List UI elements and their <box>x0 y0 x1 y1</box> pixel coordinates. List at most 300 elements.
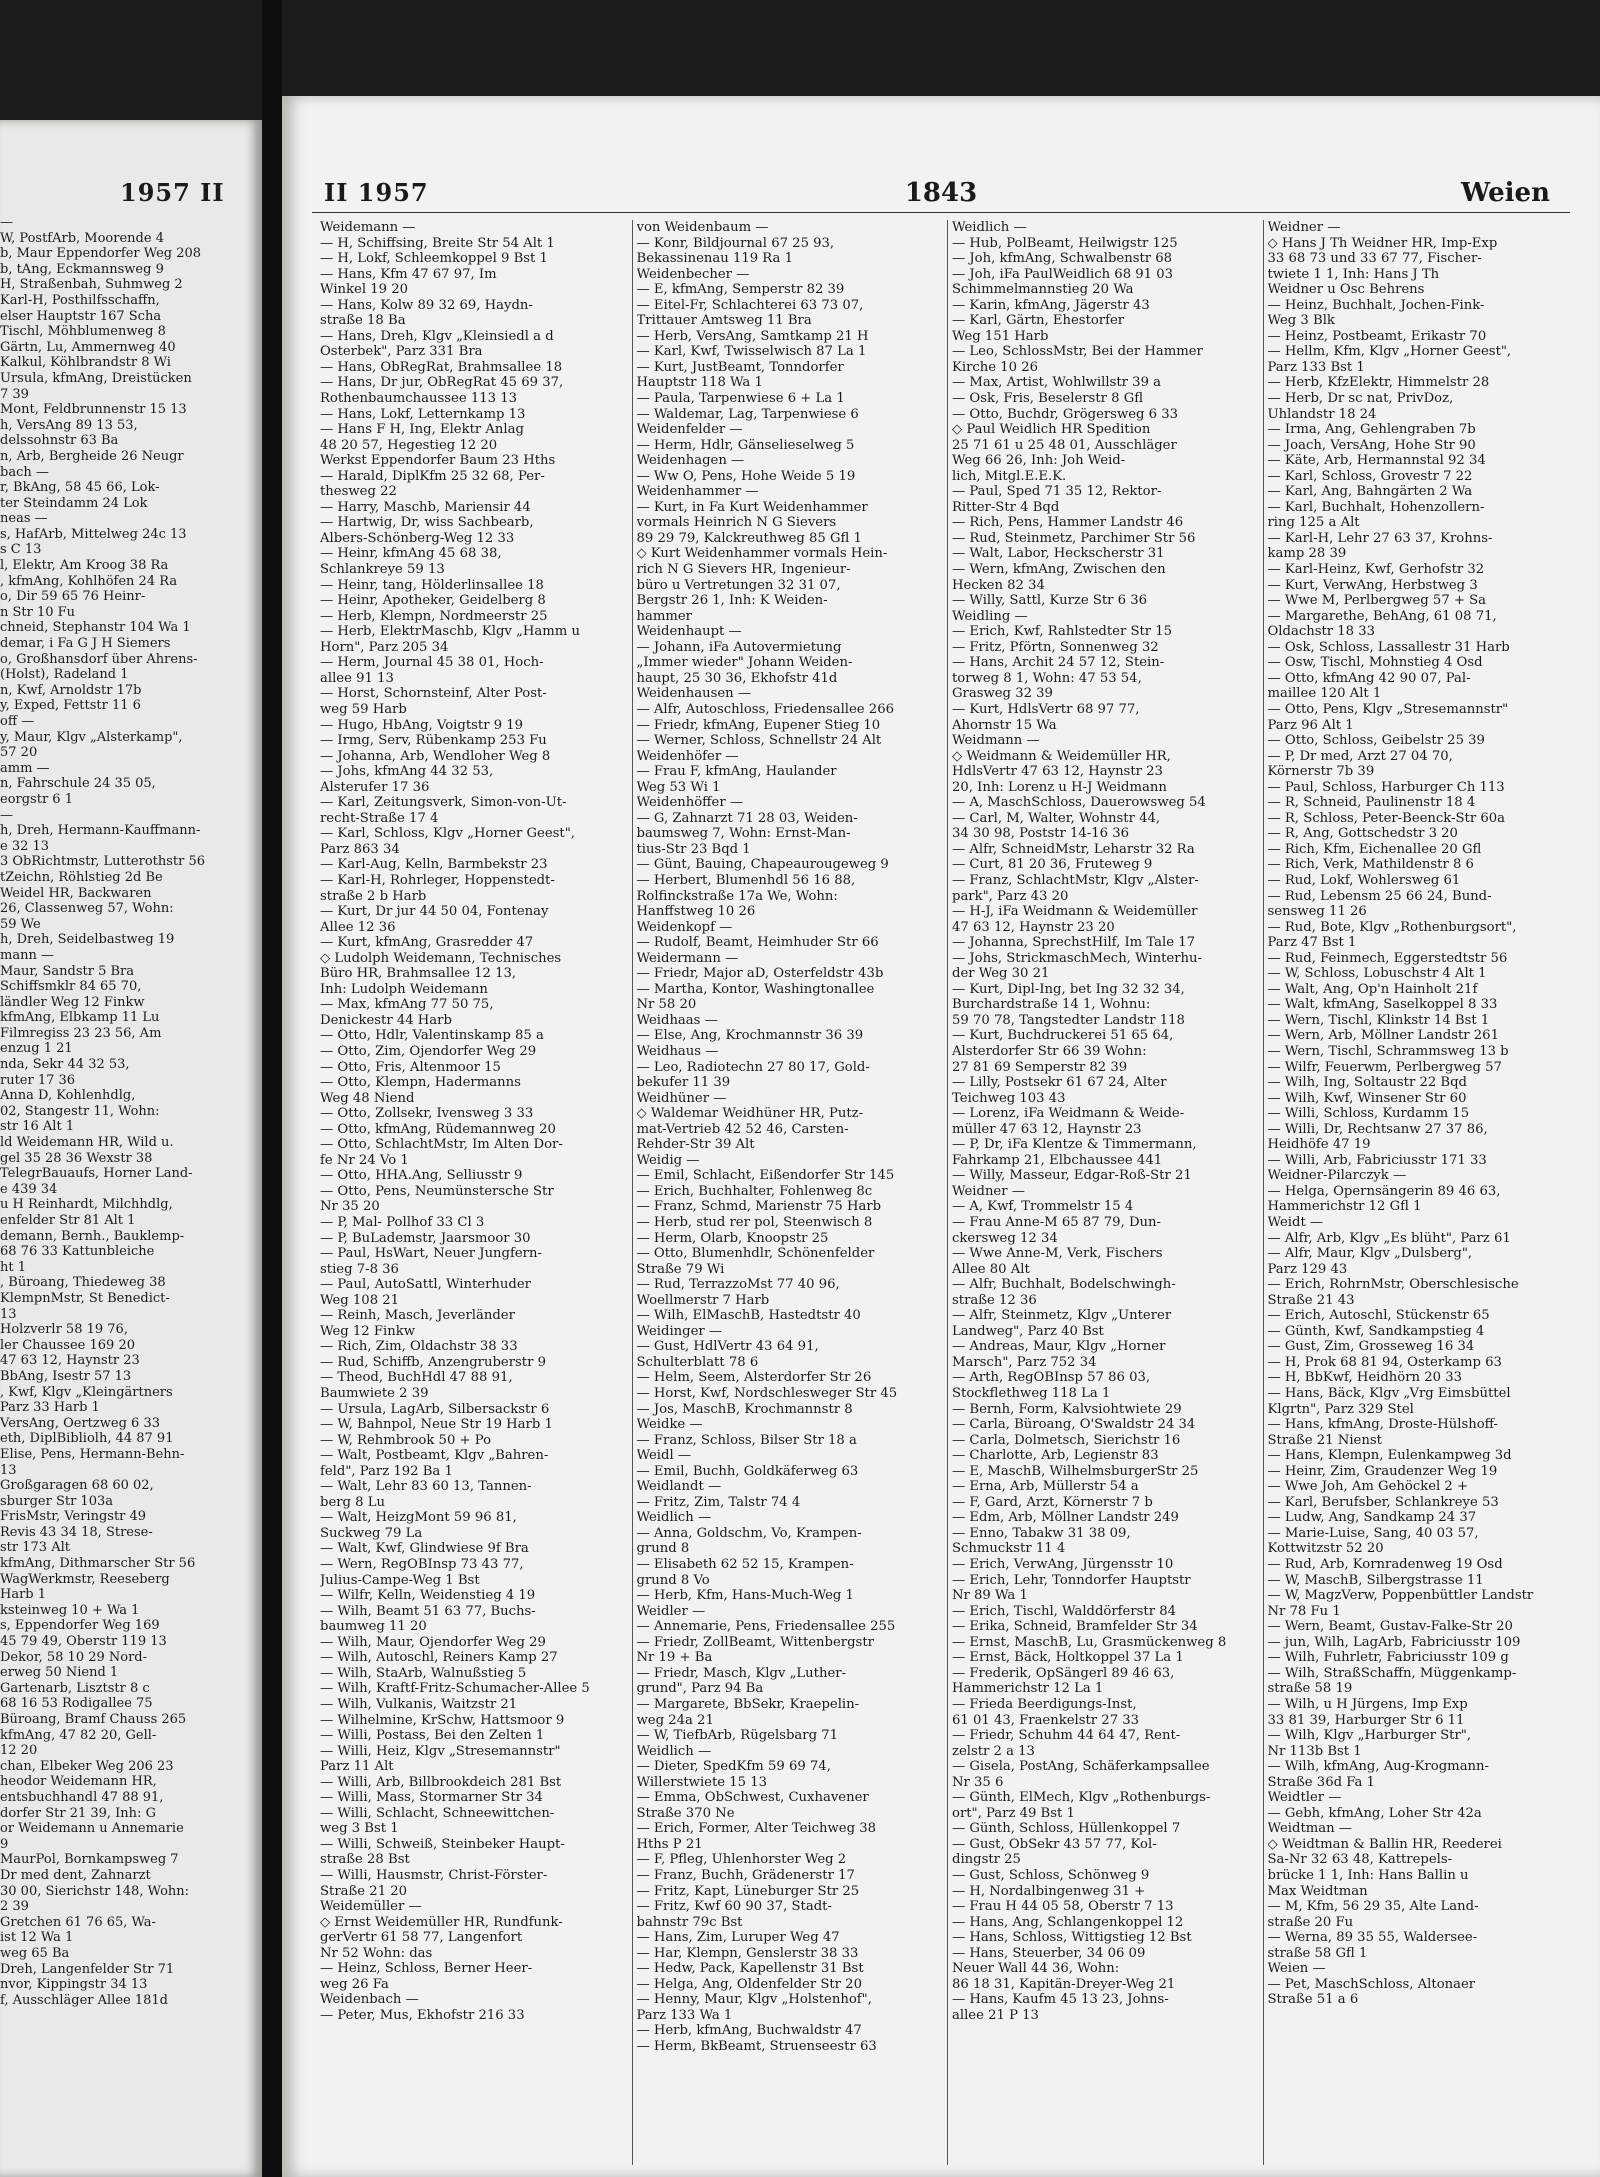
directory-entry: Oldachstr 18 33 <box>1267 624 1376 640</box>
directory-entry: — Carla, Büroang, O'Swaldstr 24 34 <box>952 1417 1196 1433</box>
directory-entry: — Walt, Ang, Op'n Hainholt 21f <box>1267 981 1478 997</box>
directory-entry: — jun, Wilh, LagArb, Fabriciusstr 109 <box>1267 1634 1521 1650</box>
directory-entry: — Willi, Schweiß, Steinbeker Haupt- <box>320 1836 565 1852</box>
left-page-entry: amm — <box>0 760 50 776</box>
directory-entry: — Gebh, kfmAng, Loher Str 42a <box>1267 1805 1482 1821</box>
directory-entry: weg 59 Harb <box>320 701 407 717</box>
directory-entry: — Wilfr, Kelln, Weidenstieg 4 19 <box>320 1588 536 1604</box>
directory-entry: — W, TiefbArb, Rügelsbarg 71 <box>636 1728 838 1744</box>
left-page-entry: chneid, Stephanstr 104 Wa 1 <box>0 620 191 636</box>
directory-entry: — Willi, Arb, Billbrookdeich 281 Bst <box>320 1774 562 1790</box>
left-page-entry: Maur, Sandstr 5 Bra <box>0 963 134 979</box>
left-page-entry: Karl-H, Posthilfsschaffn, <box>0 292 160 308</box>
directory-entry: — Paul, Sped 71 35 12, Rektor- <box>952 484 1162 500</box>
surname-heading: Weidenbecher — <box>636 266 750 282</box>
directory-entry: — Frau H 44 05 58, Oberstr 7 13 <box>952 1899 1174 1915</box>
surname-heading: Weidtler — <box>1267 1790 1342 1806</box>
directory-entry: ort", Parz 49 Bst 1 <box>952 1805 1075 1821</box>
directory-entry: dingstr 25 <box>952 1852 1021 1868</box>
directory-entry: rich N G Sievers HR, Ingenieur- <box>636 562 851 578</box>
left-page-entry: e 32 13 <box>0 838 50 854</box>
directory-entry: — Kurt, HdlsVertr 68 97 77, <box>952 701 1140 717</box>
directory-entry: — Margarethe, BehAng, 61 08 71, <box>1267 608 1497 624</box>
left-page-entry: 2 39 <box>0 1899 29 1915</box>
directory-entry: — Rudolf, Beamt, Heimhuder Str 66 <box>636 935 879 951</box>
directory-entry: — Rich, Zim, Oldachstr 38 33 <box>320 1339 518 1355</box>
left-page-entry: y, Exped, Fettstr 11 6 <box>0 698 141 714</box>
directory-entry: — Erich, Autoschl, Stückenstr 65 <box>1267 1308 1490 1324</box>
directory-entry: — Wwe M, Perlbergweg 57 + Sa <box>1267 593 1487 609</box>
directory-entry: Rehder-Str 39 Alt <box>636 1137 755 1153</box>
directory-entry: — Ww O, Pens, Hohe Weide 5 19 <box>636 468 856 484</box>
directory-entry: — W, Rehmbrook 50 + Po <box>320 1432 492 1448</box>
surname-heading: Weidlich — <box>952 220 1027 235</box>
directory-entry: — Elisabeth 62 52 15, Krampen- <box>636 1557 854 1573</box>
left-page-entry: H, Straßenbah, Suhmweg 2 <box>0 277 183 293</box>
directory-entry: ◇ Paul Weidlich HR Spedition <box>952 422 1151 438</box>
directory-entry: — Wern, Tischl, Schrammsweg 13 b <box>1267 1043 1509 1059</box>
directory-entry: Nr 35 6 <box>952 1774 1004 1790</box>
surname-heading: Weidenhammer — <box>636 484 759 500</box>
directory-entry: Nr 89 Wa 1 <box>952 1588 1028 1604</box>
left-page-entry: nvor, Kippingstr 34 13 <box>0 1977 148 1993</box>
directory-entry: Parz 47 Bst 1 <box>1267 935 1357 951</box>
directory-entry: Inh: Ludolph Weidemann <box>320 981 488 997</box>
directory-entry: — Hedw, Pack, Kapellenstr 31 Bst <box>636 1961 864 1977</box>
directory-entry: Stockflethweg 118 La 1 <box>952 1386 1111 1402</box>
left-page-entry: Elise, Pens, Hermann-Behn- <box>0 1446 185 1462</box>
directory-entry: — Wilh, Kraftf-Fritz-Schumacher-Allee 5 <box>320 1681 590 1697</box>
directory-entry: Schulterblatt 78 6 <box>636 1354 759 1370</box>
directory-entry: — W, MaschB, Silbergstrasse 11 <box>1267 1572 1484 1588</box>
directory-entry: Suckweg 79 La <box>320 1525 423 1541</box>
directory-entry: — Gust, HdlVertr 43 64 91, <box>636 1339 819 1355</box>
left-page-entry: ländler Weg 12 Finkw <box>0 994 145 1010</box>
directory-entry: Weg 3 Blk <box>1267 313 1335 329</box>
directory-entry: Weg 53 Wi 1 <box>636 779 721 795</box>
directory-entry: — Leo, SchlossMstr, Bei der Hammer <box>952 344 1203 360</box>
directory-entry: — Frieda Beerdigungs-Inst, <box>952 1696 1137 1712</box>
directory-entry: ckersweg 12 34 <box>952 1230 1058 1246</box>
directory-entry: — Herb, Dr sc nat, PrivDoz, <box>1267 391 1454 407</box>
directory-entry: Körnerstr 7b 39 <box>1267 764 1375 780</box>
left-page-entry: kfmAng, 47 82 20, Gell- <box>0 1727 157 1743</box>
directory-entry: — Hans, Dr jur, ObRegRat 45 69 37, <box>320 375 564 391</box>
directory-entry: Straße 370 Ne <box>636 1805 735 1821</box>
directory-entry: — H, Lokf, Schleemkoppel 9 Bst 1 <box>320 251 548 267</box>
directory-entry: — Heinr, kfmAng 45 68 38, <box>320 546 502 562</box>
directory-entry: — Herm, BkBeamt, Struenseestr 63 <box>636 2038 877 2054</box>
directory-entry: — Alfr, Maur, Klgv „Dulsberg", <box>1267 1246 1473 1262</box>
surname-heading: Weidlandt — <box>636 1479 722 1495</box>
left-page-entry: 9 <box>0 1836 9 1852</box>
directory-entry: — P, Dr, iFa Klentze & Timmermann, <box>952 1137 1197 1153</box>
directory-entry: — Heinz, Schloss, Berner Heer- <box>320 1961 533 1977</box>
left-page-entry: n, Kwf, Arnoldstr 17b <box>0 682 142 698</box>
directory-entry: — Hans, Lokf, Letternkamp 13 <box>320 406 526 422</box>
directory-entry: allee 21 P 13 <box>952 2007 1039 2023</box>
left-page-entry: ksteinweg 10 + Wa 1 <box>0 1602 140 1618</box>
directory-entry: Fahrkamp 21, Elbchaussee 441 <box>952 1152 1163 1168</box>
directory-entry: weg 3 Bst 1 <box>320 1821 399 1837</box>
surname-heading: von Weidenbaum — <box>636 220 769 235</box>
directory-entry: — Erich, Former, Alter Teichweg 38 <box>636 1821 877 1837</box>
directory-entry: straße 58 19 <box>1267 1681 1353 1697</box>
left-page-entry: Gärtn, Lu, Ammernweg 40 <box>0 339 176 355</box>
directory-entry: — W, Schloss, Lobuschstr 4 Alt 1 <box>1267 966 1487 982</box>
surname-heading: Weidenhagen — <box>636 453 745 469</box>
left-page-entry: 68 16 53 Rodigallee 75 <box>0 1696 153 1712</box>
directory-page <box>282 96 1600 2177</box>
left-page-entry: b, Maur Eppendorfer Weg 208 <box>0 246 202 262</box>
surname-heading: Weidner-Pilarczyk — <box>1267 1168 1407 1184</box>
directory-entry: — Carl, M, Walter, Wohnstr 44, <box>952 810 1161 826</box>
directory-entry: — F, Gard, Arzt, Körnerstr 7 b <box>952 1494 1153 1510</box>
directory-entry: — R, Ang, Gottschedstr 3 20 <box>1267 826 1458 842</box>
left-page-entry: s, Eppendorfer Weg 169 <box>0 1618 160 1634</box>
left-page-entry: tZeichn, Röhlstieg 2d Be <box>0 869 163 885</box>
directory-entry: grund", Parz 94 Ba <box>636 1681 764 1697</box>
directory-entry: Hanffstweg 10 26 <box>636 904 756 920</box>
directory-entry: — Herb, kfmAng, Buchwaldstr 47 <box>636 2023 862 2039</box>
left-page-entry: eth, DiplBibliolh, 44 87 91 <box>0 1431 174 1447</box>
directory-entry: — Charlotte, Arb, Legienstr 83 <box>952 1448 1159 1464</box>
directory-entry: thesweg 22 <box>320 484 397 500</box>
directory-entry: — Fritz, Kapt, Lüneburger Str 25 <box>636 1883 860 1899</box>
directory-entry: — Harald, DiplKfm 25 32 68, Per- <box>320 468 545 484</box>
directory-entry: ◇ Hans J Th Weidner HR, Imp-Exp <box>1267 235 1498 251</box>
left-page-header: 1957 II <box>120 178 225 207</box>
directory-entry: sensweg 11 26 <box>1267 904 1367 920</box>
left-page-entry: MaurPol, Bornkampsweg 7 <box>0 1852 179 1868</box>
directory-entry: allee 91 13 <box>320 670 394 686</box>
directory-entry: — Frederik, OpSängerl 89 46 63, <box>952 1665 1175 1681</box>
directory-entry: — Herm, Hdlr, Gänselieselweg 5 <box>636 437 855 453</box>
directory-entry: Ritter-Str 4 Bqd <box>952 499 1060 515</box>
surname-heading: Weidemann — <box>320 220 416 235</box>
directory-entry: — Anna, Goldschm, Vo, Krampen- <box>636 1525 862 1541</box>
directory-entry: — Günth, Kwf, Sandkampstieg 4 <box>1267 1323 1485 1339</box>
directory-entry: — Hugo, HbAng, Voigtstr 9 19 <box>320 717 524 733</box>
directory-columns <box>316 220 1578 2165</box>
directory-entry: — Alfr, Arb, Klgv „Es blüht", Parz 61 <box>1267 1230 1511 1246</box>
directory-entry: — E, kfmAng, Semperstr 82 39 <box>636 282 845 298</box>
surname-heading: Weidenhöffer — <box>636 795 744 811</box>
directory-entry: Heidhöfe 47 19 <box>1267 1137 1371 1153</box>
directory-entry: — Theod, BuchHdl 47 88 91, <box>320 1370 513 1386</box>
directory-entry: Klgrtn", Parz 329 Stel <box>1267 1401 1414 1417</box>
directory-entry: — Alfr, Steinmetz, Klgv „Unterer <box>952 1308 1172 1324</box>
directory-entry: Schimmelmannstieg 20 Wa <box>952 282 1134 298</box>
left-page-entry: demann, Bernh., Bauklemp- <box>0 1228 185 1244</box>
directory-entry: — Wilh, Ing, Soltaustr 22 Bqd <box>1267 1075 1467 1091</box>
directory-entry: — Karl-Heinz, Kwf, Gerhofstr 32 <box>1267 562 1485 578</box>
surname-heading: Weidenhausen — <box>636 686 752 702</box>
left-page-entry: Parz 33 Harb 1 <box>0 1400 100 1416</box>
directory-entry: — Hans, Kfm 47 67 97, Im <box>320 266 497 282</box>
left-page-entry: off — <box>0 714 35 729</box>
directory-entry: — Franz, Buchh, Grädenerstr 17 <box>636 1867 855 1883</box>
directory-entry: — Willi, Heiz, Klgv „Stresemannstr" <box>320 1743 561 1759</box>
directory-entry: — Otto, Pens, Neumünstersche Str <box>320 1183 554 1199</box>
left-page-entry: 13 <box>0 1462 17 1478</box>
left-page-entry: l, Elektr, Am Kroog 38 Ra <box>0 558 169 574</box>
directory-entry: — Otto, SchlachtMstr, Im Alten Dor- <box>320 1137 563 1153</box>
left-page-entry: BbAng, Isestr 57 13 <box>0 1368 132 1384</box>
directory-entry: baumweg 11 20 <box>320 1619 427 1635</box>
directory-entry: — Heinr, Zim, Graudenzer Weg 19 <box>1267 1463 1498 1479</box>
directory-entry: ring 125 a Alt <box>1267 515 1360 531</box>
directory-entry: baumsweg 7, Wohn: Ernst-Man- <box>636 826 851 842</box>
directory-entry: 33 81 39, Harburger Str 6 11 <box>1267 1712 1465 1728</box>
directory-entry: — Hans, Zim, Luruper Weg 47 <box>636 1930 840 1946</box>
directory-entry: — Carla, Dolmetsch, Sierichstr 16 <box>952 1432 1181 1448</box>
left-page-entry: r, BkAng, 58 45 66, Lok- <box>0 480 160 496</box>
directory-entry: — Joach, VersAng, Hohe Str 90 <box>1267 437 1476 453</box>
left-page-entry: o, Dir 59 65 76 Heinr- <box>0 589 146 605</box>
surname-heading: Weidler — <box>636 1603 706 1619</box>
directory-entry: haupt, 25 30 36, Ekhofstr 41d <box>636 670 838 686</box>
directory-entry: 20, Inh: Lorenz u H-J Weidmann <box>952 779 1167 795</box>
directory-entry: straße 58 Gfl 1 <box>1267 1945 1368 1961</box>
left-page-entry: FrisMstr, Veringstr 49 <box>0 1509 147 1525</box>
directory-entry: — Emil, Buchh, Goldkäferweg 63 <box>636 1463 859 1479</box>
directory-entry: — Willy, Sattl, Kurze Str 6 36 <box>952 593 1148 609</box>
surname-heading: Weidenhöfer — <box>636 748 739 764</box>
directory-entry: — Walt, kfmAng, Saselkoppel 8 33 <box>1267 997 1498 1013</box>
directory-entry: — Pet, MaschSchloss, Altonaer <box>1267 1976 1476 1992</box>
directory-entry: Burchardstraße 14 1, Wohnu: <box>952 997 1151 1013</box>
directory-entry: — Hans, Steuerber, 34 06 09 <box>952 1945 1146 1961</box>
directory-entry: — Herb, Klempn, Nordmeerstr 25 <box>320 608 548 624</box>
left-page-entry: str 16 Alt 1 <box>0 1119 75 1135</box>
directory-entry: — Johanna, SprechstHilf, Im Tale 17 <box>952 935 1195 951</box>
directory-entry: — Helm, Seem, Alsterdorfer Str 26 <box>636 1370 872 1386</box>
directory-entry: — Karl-H, Rohrleger, Hoppenstedt- <box>320 872 555 888</box>
left-page-entry: kfmAng, Elbkamp 11 Lu <box>0 1010 160 1026</box>
directory-entry: Nr 19 + Ba <box>636 1650 713 1666</box>
directory-entry: — Eitel-Fr, Schlachterei 63 73 07, <box>636 297 864 313</box>
directory-entry: — Günt, Bauing, Chapeaurougeweg 9 <box>636 857 889 873</box>
directory-entry: — Heinz, Buchhalt, Jochen-Fink- <box>1267 297 1485 313</box>
left-page-entry: o, Großhansdorf über Ahrens- <box>0 651 198 667</box>
surname-heading: Weidl — <box>636 1448 692 1464</box>
directory-entry: Grasweg 32 39 <box>952 686 1053 702</box>
directory-entry: — Rud, Lokf, Wohlersweg 61 <box>1267 872 1461 888</box>
directory-entry: Hths P 21 <box>636 1836 703 1852</box>
directory-entry: weg 26 Fa <box>320 1976 389 1992</box>
directory-entry: Hauptstr 118 Wa 1 <box>636 375 763 391</box>
directory-entry: — Gust, ObSekr 43 57 77, Kol- <box>952 1836 1157 1852</box>
directory-entry: ◇ Weidtman & Ballin HR, Reederei <box>1267 1836 1502 1852</box>
left-page-entry: ist 12 Wa 1 <box>0 1930 74 1946</box>
directory-entry: Kottwitzstr 52 20 <box>1267 1541 1384 1557</box>
directory-entry: HdlsVertr 47 63 12, Haynstr 23 <box>952 764 1163 780</box>
directory-entry: — Karl, Schloss, Klgv „Horner Geest", <box>320 826 575 842</box>
left-page <box>0 120 262 2177</box>
directory-entry: gerVertr 61 58 77, Langenfort <box>320 1930 523 1946</box>
left-page-entry: 57 20 <box>0 745 38 761</box>
directory-entry: straße 18 Ba <box>320 313 406 329</box>
directory-entry: — F, Pfleg, Uhlenhorster Weg 2 <box>636 1852 847 1868</box>
surname-heading: Weien — <box>1267 1961 1326 1977</box>
directory-entry: — Harry, Maschb, Mariensir 44 <box>320 499 531 515</box>
surname-heading: Weidling — <box>952 608 1028 624</box>
directory-entry: Parz 133 Wa 1 <box>636 2007 733 2023</box>
left-page-entry: demar, i Fa G J H Siemers <box>0 636 171 652</box>
directory-entry: grund 8 Vo <box>636 1572 710 1588</box>
directory-entry: 33 68 73 und 33 67 77, Fischer- <box>1267 251 1482 267</box>
directory-entry: — Emil, Schlacht, Eißendorfer Str 145 <box>636 1168 895 1184</box>
directory-entry: vormals Heinrich N G Sievers <box>636 515 837 531</box>
directory-entry: — Wilh, StaArb, Walnußstieg 5 <box>320 1665 527 1681</box>
left-page-entry: TelegrBauaufs, Horner Land- <box>0 1166 193 1182</box>
directory-entry: zelstr 2 a 13 <box>952 1743 1035 1759</box>
left-page-entry: Tischl, Möhblumenweg 8 <box>0 324 166 340</box>
left-page-entry: delssohnstr 63 Ba <box>0 433 119 449</box>
directory-entry: — Willi, Hausmstr, Christ-Förster- <box>320 1867 548 1883</box>
left-page-entry: neas — <box>0 511 48 527</box>
directory-entry: Denickestr 44 Harb <box>320 1012 452 1028</box>
directory-entry: — Max, kfmAng 77 50 75, <box>320 997 494 1013</box>
left-page-entry: or Weidemann u Annemarie <box>0 1821 184 1837</box>
directory-entry: ◇ Kurt Weidenhammer vormals Hein- <box>636 546 888 562</box>
directory-entry: — Friedr, Masch, Klgv „Luther- <box>636 1665 847 1681</box>
directory-entry: — Karl, Ang, Bahngärten 2 Wa <box>1267 484 1473 500</box>
directory-entry: — E, MaschB, WilhelmsburgerStr 25 <box>952 1463 1199 1479</box>
left-page-entry: heodor Weidemann HR, <box>0 1774 157 1790</box>
surname-heading: Weidner — <box>952 1183 1025 1199</box>
directory-entry: straße 2 b Harb <box>320 888 427 904</box>
left-page-entry: h, Dreh, Seidelbastweg 19 <box>0 932 175 948</box>
left-page-entry: Dreh, Langenfelder Str 71 <box>0 1961 175 1977</box>
directory-entry: Alsterufer 17 36 <box>320 779 430 795</box>
directory-entry: — Arth, RegOBInsp 57 86 03, <box>952 1370 1151 1386</box>
directory-entry: Ahornstr 15 Wa <box>952 717 1057 733</box>
directory-entry: grund 8 <box>636 1541 690 1557</box>
directory-entry: — Günth, ElMech, Klgv „Rothenburgs- <box>952 1790 1211 1806</box>
surname-heading: Weidhaus — <box>636 1043 719 1059</box>
left-page-entry: 68 76 33 Kattunbleiche <box>0 1244 155 1260</box>
directory-entry: — Alfr, SchneidMstr, Leharstr 32 Ra <box>952 841 1195 857</box>
left-page-entry: Kalkul, Köhlbrandstr 8 Wi <box>0 355 171 371</box>
directory-entry: — Ludw, Ang, Sandkamp 24 37 <box>1267 1510 1477 1526</box>
left-page-entry: 26, Classenweg 57, Wohn: <box>0 901 174 917</box>
left-page-entry: KlempnMstr, St Benedict- <box>0 1290 170 1306</box>
directory-entry: — Martha, Kontor, Washingtonallee <box>636 981 875 997</box>
directory-entry: Straße 36d Fa 1 <box>1267 1774 1375 1790</box>
directory-entry: Rothenbaumchaussee 113 13 <box>320 391 517 407</box>
directory-entry: — P, Dr med, Arzt 27 04 70, <box>1267 748 1453 764</box>
directory-entry: — Rich, Kfm, Eichenallee 20 Gfl <box>1267 841 1482 857</box>
left-page-entry: eorgstr 6 1 <box>0 791 73 807</box>
directory-entry: — Wilh, Fuhrletr, Fabriciusstr 109 g <box>1267 1650 1509 1666</box>
directory-entry: — Ernst, MaschB, Lu, Grasmückenweg 8 <box>952 1634 1227 1650</box>
directory-entry: büro u Vertretungen 32 31 07, <box>636 577 841 593</box>
left-page-entry: n, Fahrschule 24 35 05, <box>0 776 156 792</box>
page-header-keyword: Weien <box>1461 178 1550 208</box>
directory-entry: — Walt, Lehr 83 60 13, Tannen- <box>320 1479 532 1495</box>
left-page-entry: 45 79 49, Oberstr 119 13 <box>0 1634 167 1650</box>
directory-entry: ◇ Waldemar Weidhüner HR, Putz- <box>636 1106 864 1122</box>
directory-entry: weg 24a 21 <box>636 1712 714 1728</box>
directory-entry: Rolfinckstraße 17a We, Wohn: <box>636 888 838 904</box>
surname-heading: Weidenkopf — <box>636 919 733 935</box>
left-page-entry: enzug 1 21 <box>0 1041 73 1057</box>
page-header <box>312 178 1570 213</box>
directory-entry: — Margarete, BbSekr, Kraepelin- <box>636 1696 860 1712</box>
left-page-entry: Weidel HR, Backwaren <box>0 885 152 901</box>
directory-column-2 <box>632 220 948 2165</box>
directory-entry: 59 70 78, Tangstedter Landstr 118 <box>952 1012 1185 1028</box>
directory-entry: twiete 1 1, Inh: Hans J Th <box>1267 266 1440 282</box>
surname-heading: Weidlich — <box>636 1510 712 1526</box>
directory-entry: — Rich, Verk, Mathildenstr 8 6 <box>1267 857 1474 873</box>
directory-entry: — Franz, Schmd, Marienstr 75 Harb <box>636 1199 882 1215</box>
left-page-entry: elser Hauptstr 167 Scha <box>0 308 162 324</box>
directory-entry: — Rud, Arb, Kornradenweg 19 Osd <box>1267 1557 1503 1573</box>
directory-entry: — Willi, Schlacht, Schneewittchen- <box>320 1805 555 1821</box>
directory-entry: — Rud, Lebensm 25 66 24, Bund- <box>1267 888 1492 904</box>
directory-entry: — Gust, Zim, Grosseweg 16 34 <box>1267 1339 1475 1355</box>
directory-entry: Schmuckstr 11 4 <box>952 1541 1066 1557</box>
surname-heading: Weidenfelder — <box>636 422 743 438</box>
directory-entry: Parz 96 Alt 1 <box>1267 717 1354 733</box>
left-page-entry: WagWerkmstr, Reeseberg <box>0 1571 170 1587</box>
directory-entry: — Andreas, Maur, Klgv „Horner <box>952 1339 1166 1355</box>
directory-entry: mat-Vertrieb 42 52 46, Carsten- <box>636 1121 849 1137</box>
directory-entry: stieg 7-8 36 <box>320 1261 399 1277</box>
book-gutter <box>262 0 282 2177</box>
left-page-entry: Filmregiss 23 23 56, Am <box>0 1025 162 1041</box>
left-page-entry: h, VersAng 89 13 53, <box>0 417 138 433</box>
directory-entry: — Joh, kfmAng, Schwalbenstr 68 <box>952 251 1173 267</box>
directory-entry: — Wilhelmine, KrSchw, Hattsmoor 9 <box>320 1712 565 1728</box>
directory-entry: — Frau Anne-M 65 87 79, Dun- <box>952 1215 1161 1230</box>
directory-entry: — Otto, HHA.Ang, Selliusstr 9 <box>320 1168 523 1184</box>
directory-entry: — Otto, kfmAng, Rüdemannweg 20 <box>320 1121 556 1137</box>
directory-entry: — Max, Artist, Wohlwillstr 39 a <box>952 375 1162 391</box>
directory-entry: — A, MaschSchloss, Dauerowsweg 54 <box>952 795 1206 811</box>
left-page-entry: h, Dreh, Hermann-Kauffmann- <box>0 823 201 839</box>
directory-entry: recht-Straße 17 4 <box>320 810 439 826</box>
directory-entry: Parz 129 43 <box>1267 1261 1348 1277</box>
directory-entry: Hammerichstr 12 Gfl 1 <box>1267 1199 1422 1215</box>
directory-entry: — Lorenz, iFa Weidmann & Weide- <box>952 1106 1185 1122</box>
directory-entry: — Erna, Arb, Müllerstr 54 a <box>952 1479 1139 1495</box>
directory-entry: — Helga, Ang, Oldenfelder Str 20 <box>636 1976 862 1992</box>
directory-entry: — Wilh, ElMaschB, Hastedtstr 40 <box>636 1308 861 1324</box>
directory-entry: — Bernh, Form, Kalvsiohtwiete 29 <box>952 1401 1182 1417</box>
left-page-entry: ler Chaussee 169 20 <box>0 1337 135 1353</box>
left-page-entry: 7 39 <box>0 386 29 402</box>
directory-entry: ◇ Weidmann & Weidemüller HR, <box>952 748 1171 764</box>
directory-entry: torweg 8 1, Wohn: 47 53 54, <box>952 670 1142 686</box>
left-page-entry: ht 1 <box>0 1259 26 1275</box>
directory-entry: — G, Zahnarzt 71 28 03, Weiden- <box>636 810 858 826</box>
directory-entry: Weidner u Osc Behrens <box>1267 282 1425 298</box>
directory-entry: — Otto, kfmAng 42 90 07, Pal- <box>1267 670 1471 686</box>
left-page-entry: Mont, Feldbrunnenstr 15 13 <box>0 402 187 418</box>
directory-entry: — Hans, Archit 24 57 12, Stein- <box>952 655 1165 671</box>
directory-entry: — Herbert, Blumenhdl 56 16 88, <box>636 872 856 888</box>
directory-entry: — Hans, Ang, Schlangenkoppel 12 <box>952 1914 1184 1930</box>
directory-entry: — P, BuLademstr, Jaarsmoor 30 <box>320 1230 531 1246</box>
directory-entry: — W, Bahnpol, Neue Str 19 Harb 1 <box>320 1417 553 1433</box>
directory-entry: — Wern, Beamt, Gustav-Falke-Str 20 <box>1267 1619 1513 1635</box>
directory-entry: feld", Parz 192 Ba 1 <box>320 1463 453 1479</box>
directory-entry: Weg 12 Finkw <box>320 1323 416 1339</box>
